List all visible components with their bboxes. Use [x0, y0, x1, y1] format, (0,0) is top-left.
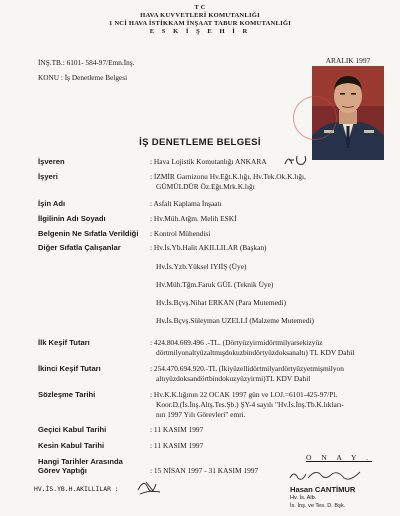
field-value-second-estimate-2: altıyüzdoksandörtbindokuzyüzyirmi)TL KDV Dahil	[156, 374, 311, 383]
others-item: Hv.İs.Yzb.Yüksel IYIİŞ (Üye)	[156, 262, 247, 271]
field-label-job-name: İşin Adı	[38, 199, 66, 208]
header-battalion: 1 NCİ HAVA İSTİKKAM İNŞAAT TABUR KOMUTANLIĞI	[109, 20, 291, 27]
header-command: HAVA KUVVETLERİ KOMUTANLIĞI	[140, 12, 260, 19]
header-city: E S K İ Ş E H İ R	[149, 28, 251, 35]
field-value-first-estimate-2: dörtmilyonaltyüzaltmışdokuzbindörtyüzdoksanaltı) TL KDV Dahil	[156, 348, 355, 357]
field-label-provisional-acceptance: Geçici Kabul Tarihi	[38, 425, 107, 434]
holder-line: HV.İS.YB.H.AKILLILAR :	[34, 485, 119, 493]
field-label-capacity: Belgenin Ne Sıfatla Verildiği	[38, 229, 139, 238]
field-value-workplace-2: GÜMÜLDÜR Öz.Eğt.Mrk.K.lığı	[156, 182, 255, 191]
holder-signature	[134, 476, 164, 498]
approver-unit: İs. İnş. ve Tes. D. Bşk.	[290, 503, 346, 509]
field-label-period-1: Hangi Tarihler Arasında	[38, 457, 123, 466]
field-value-job-name: : Asfalt Kaplama İnşaatı	[150, 199, 222, 208]
document-date: ARALIK 1997	[325, 56, 371, 65]
approval-heading: O N A Y .	[306, 453, 373, 462]
field-label-contract-date: Sözleşme Tarihi	[38, 390, 96, 399]
field-label-final-acceptance: Kesin Kabul Tarihi	[38, 441, 105, 450]
reference-number: İNŞ.TB.: 6101- 584-97/Emn.İnş.	[38, 58, 135, 67]
header-tc: T C	[194, 4, 206, 11]
approver-name: Hasan CANTİMUR	[290, 485, 356, 494]
field-value-second-estimate: : 254.470.694.920.-TL (İkiyüzellidörtmilyardörtyüzyetmişmilyon	[150, 364, 344, 373]
field-value-period: : 15 NİSAN 1997 - 31 KASIM 1997	[150, 466, 259, 475]
approver-signature	[286, 466, 366, 484]
approver-rank: Hv. İs. Alb.	[290, 495, 317, 501]
field-value-provisional-acceptance: : 11 KASIM 1997	[150, 425, 204, 434]
field-value-contract-date: : Hv.K.K.lığının 22 OCAK 1997 gün ve LOJ.=6101-425-97/Pl.	[150, 390, 338, 399]
field-value-others-0: : Hv.İs.Yb.Halit AKILLILAR (Başkan)	[150, 243, 267, 252]
field-label-period-2: Görev Yaptığı	[38, 466, 87, 475]
field-value-workplace: : İZMİR Garnizonu Hv.Eğt.K.lığı, Hv.Tek.Ok.K.lığı,	[150, 172, 306, 181]
field-label-others: Diğer Sıfatla Çalışanlar	[38, 243, 121, 252]
field-value-final-acceptance: : 11 KASIM 1997	[150, 441, 204, 450]
field-value-person: : Hv.Müh.Atğm. Melih ESKİ	[150, 214, 237, 223]
field-label-employer: İşveren	[38, 157, 65, 166]
initials-mark	[283, 152, 309, 168]
field-value-capacity: : Kontrol Mühendisi	[150, 229, 211, 238]
field-value-contract-date-3: nın 1997 Yılı Görevleri" emri.	[156, 410, 246, 419]
field-value-contract-date-2: Koor.D.(İs.İnş.Altş.Tes.Şb.) ŞY-4 sayılı "Hv.İs.İnş.Tb.K.lıkları-	[156, 400, 344, 409]
field-label-first-estimate: İlk Keşif Tutarı	[38, 338, 90, 347]
document-title: İŞ DENETLEME BELGESİ	[139, 137, 261, 148]
others-item: Hv.İs.Bçvş.Nihat ERKAN (Para Mutemedi)	[156, 298, 287, 307]
subject-line: KONU : İş Denetleme Belgesi	[38, 73, 128, 82]
official-stamp	[293, 96, 337, 140]
others-item: Hv.Müh.Tğm.Faruk GÜL (Teknik Üye)	[156, 280, 274, 289]
field-value-employer: : Hava Lojistik Komutanlığı ANKARA	[150, 157, 267, 166]
others-item: Hv.İs.Bçvş.Süleyman UZELLİ (Malzeme Mutemedi)	[156, 316, 314, 325]
field-value-first-estimate: : 424.804.669.496 .-TL. (Dörtyüzyirmidörtmilyarsekizyüz	[150, 338, 323, 347]
field-label-second-estimate: İkinci Keşif Tutarı	[38, 364, 101, 373]
field-label-workplace: İşyeri	[38, 172, 58, 181]
field-label-person: İlgilinin Adı Soyadı	[38, 214, 106, 223]
